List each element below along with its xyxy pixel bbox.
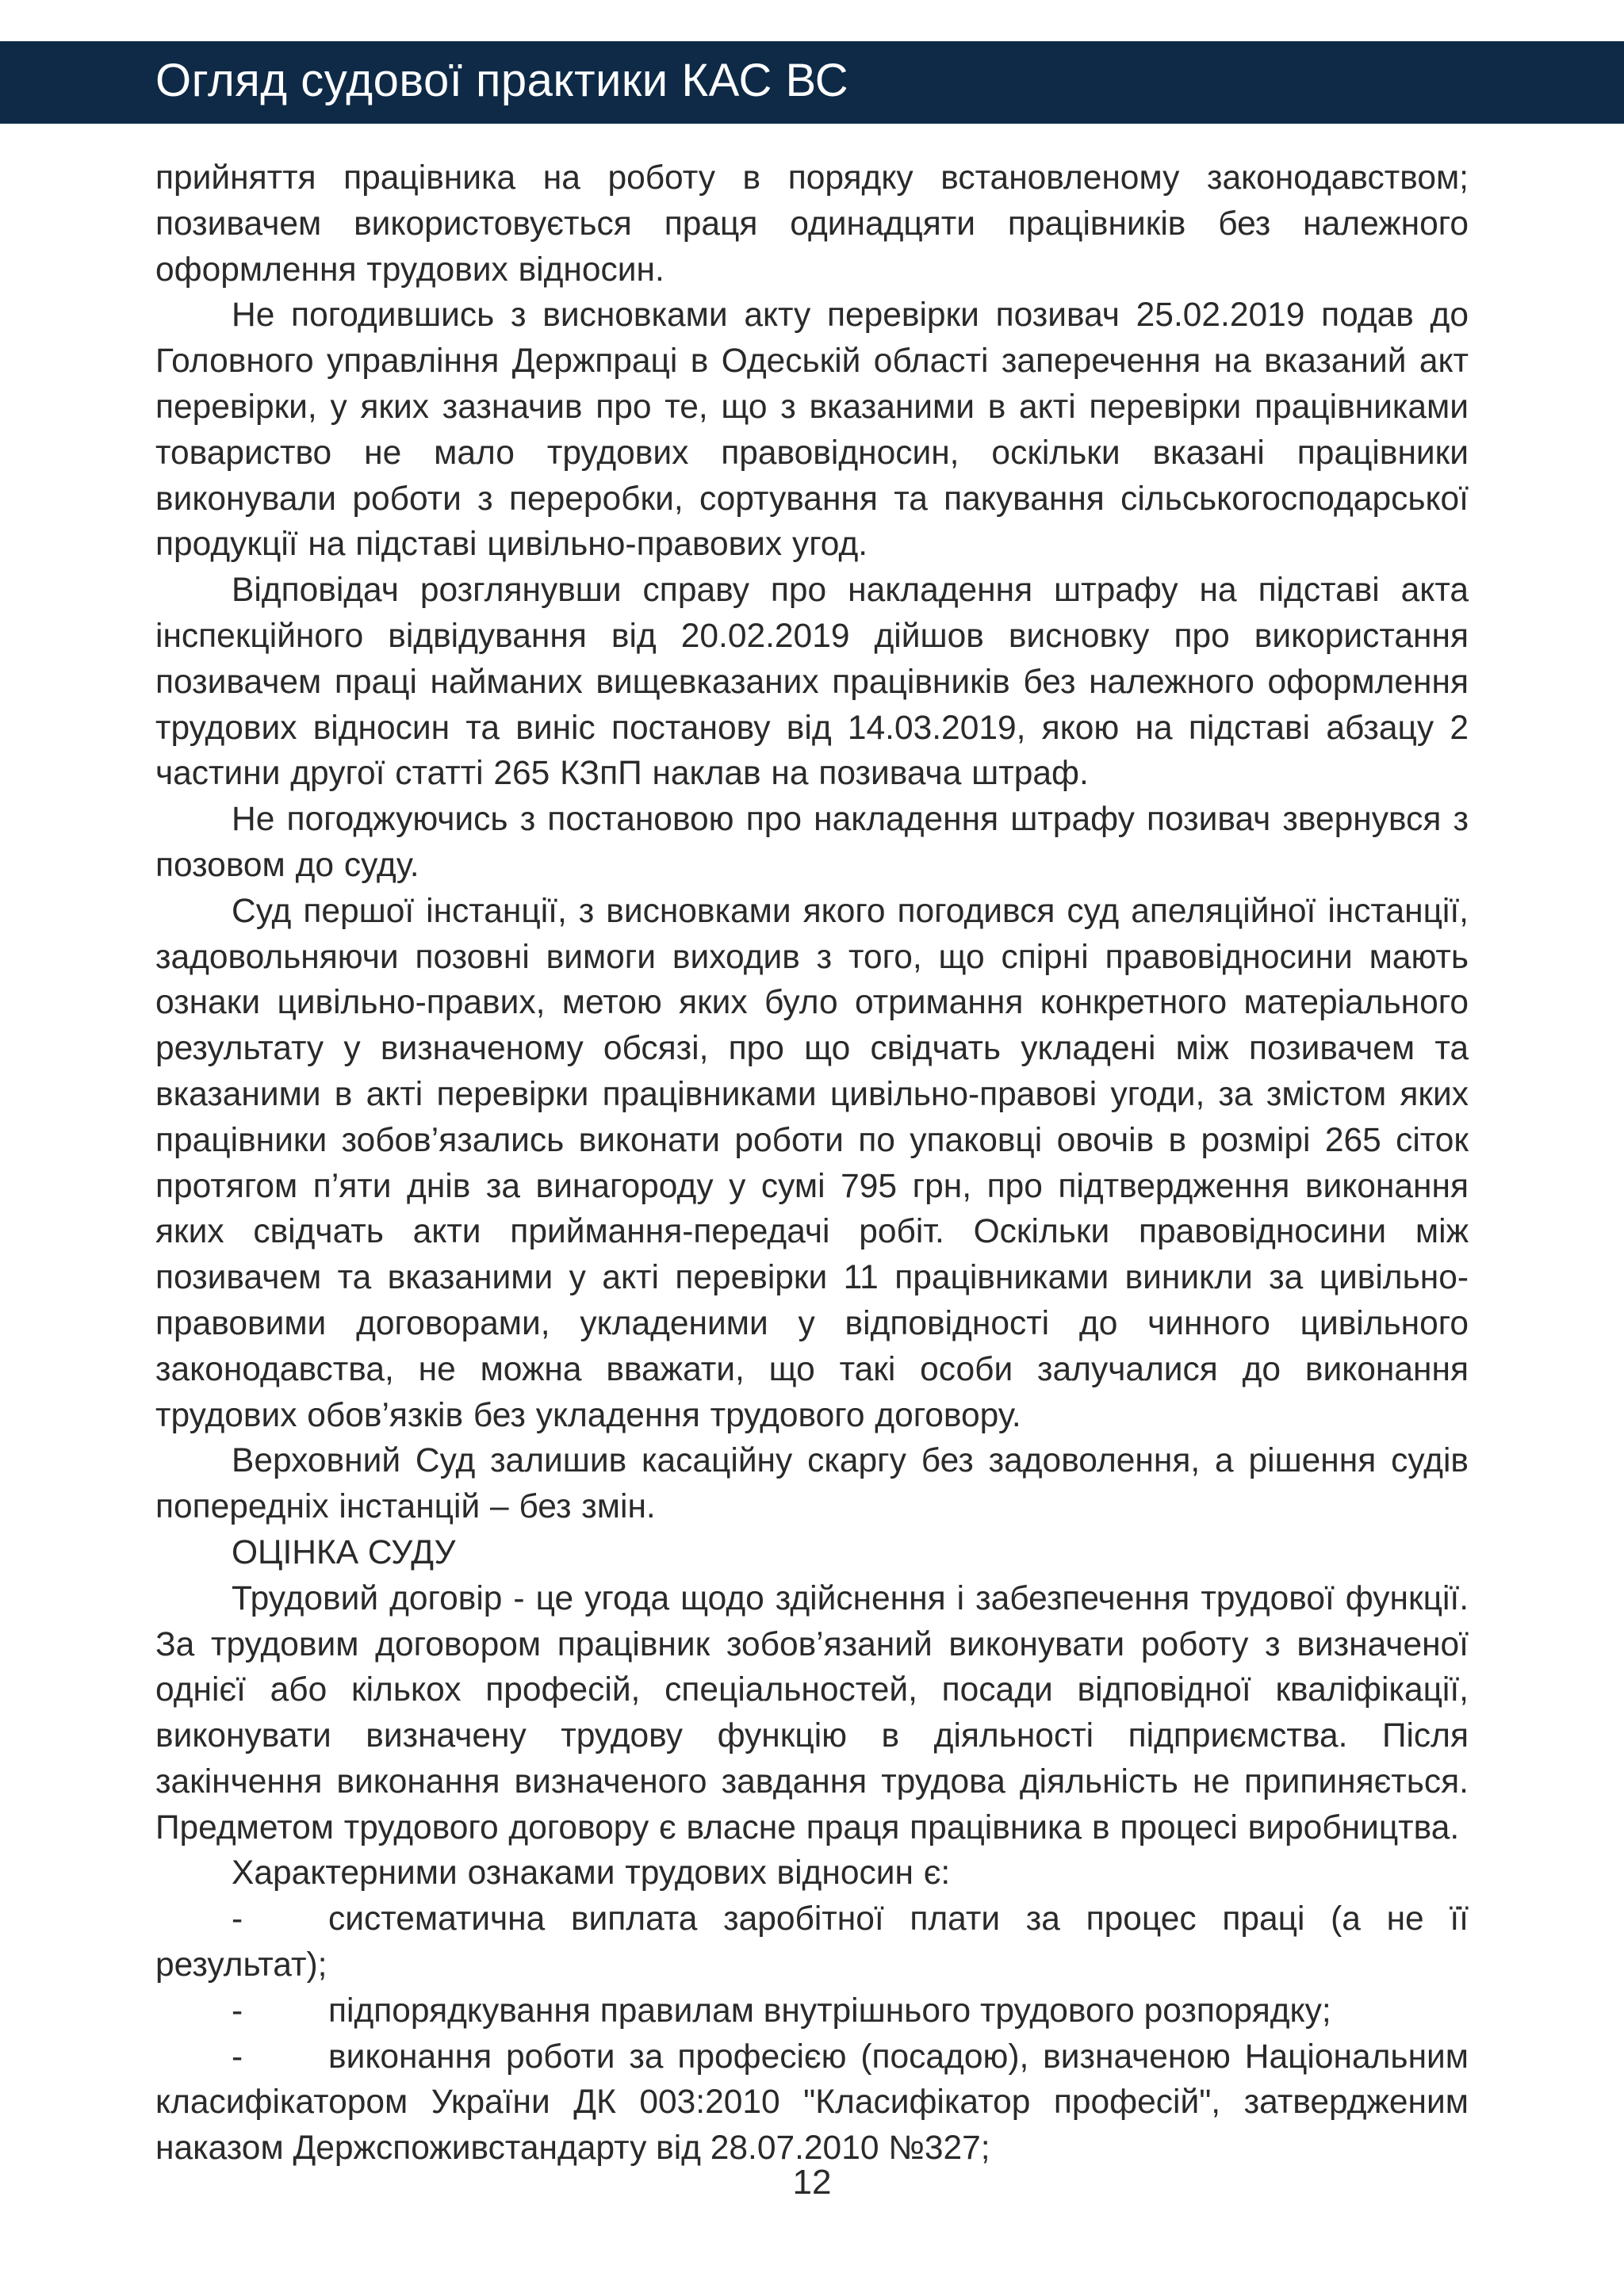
list-item	[155, 1988, 1469, 2034]
paragraph-labor-contract: Трудовий договір - це угода щодо здійснення і забезпечення трудової функції. За трудовим договором працівник зобов’язаний виконувати роботу з визначеної однієї або кількох професій, спеціальностей, посади відповідної кваліфікації, виконувати визначену трудову функцію в діяльності підприємства. Після закінчення виконання визначеного завдання трудова діяльність не припиняється. Предметом трудового договору є власне праця працівника в процесі виробництва.	[155, 1579, 1469, 1846]
paragraph-first-instance: Суд першої інстанції, з висновками якого погодився суд апеляційної інстанції, задовольняючи позовні вимоги виходив з того, що спірні правовідносини мають ознаки цивільно-правих, метою яких було отримання конкретного матеріального результату у визначеному обсязі, про що свідчать укладені між позивачем та вказаними в акті перевірки працівниками цивільно-правові угоди, за змістом яких працівники зобов’язались виконати роботи по упаковці овочів в розмірі 265 сіток протягом п’яти днів за винагороду у сумі 795 грн, про підтвердження виконання яких свідчать акти приймання-передачі робіт. Оскільки правовідносини між позивачем та вказаними у акті перевірки 11 працівниками виникли за цивільно-правовими договорами, укладеними у відповідності до чинного цивільного законодавства, не можна вважати, що такі особи залучалися до виконання трудових обов’язків без укладення трудового договору.	[155, 892, 1469, 1434]
paragraph-objection: Не погодившись з висновками акту перевірки позивач 25.02.2019 подав до Головного управління Держпраці в Одеській області заперечення на вказаний акт перевірки, у яких зазначив про те, що з вказаними в акті перевірки працівниками товариство не мало трудових правовідносин, оскільки вказані працівники виконували роботи з переробки, сортування та пакування сільськогосподарської продукції на підставі цивільно-правових угод.	[155, 297, 1469, 564]
paragraph-continuation: прийняття працівника на роботу в порядку встановленому законодавством; позивачем використовується праця одинадцяти працівників без належного оформлення трудових відносин.	[155, 159, 1469, 289]
page-header-title: Огляд судової практики КАС ВС	[155, 55, 849, 106]
list-item	[155, 1896, 1469, 1988]
paragraph-lawsuit: Не погоджуючись з постановою про накладення штрафу позивач звернувся з позовом до суду.	[155, 801, 1469, 884]
paragraph-respondent-decision: Відповідач розглянувши справу про накладення штрафу на підставі акта інспекційного відвідування від 20.02.2019 дійшов висновку про використання позивачем праці найманих вищевказаних працівників без належного оформлення трудових відносин та виніс постанову від 14.03.2019, якою на підставі абзацу 2 частини другої статті 265 КЗпП наклав на позивача штраф.	[155, 572, 1469, 793]
list-item-text: систематична виплата заробітної плати за процес праці (а не її результат);	[155, 1900, 1469, 1984]
list-item-text: виконання роботи за професією (посадою), визначеною Національним класифікатором України ДК 003:2010 "Класифікатор професій", затвердженим наказом Держспоживстандарту від 28.07.2010 №327;	[155, 2038, 1469, 2168]
paragraph-supreme-court: Верховний Суд залишив касаційну скаргу без задоволення, а рішення судів попередніх інстанцій – без змін.	[155, 1442, 1469, 1526]
bullet-dash: -	[232, 1900, 243, 1938]
list-item-text: підпорядкування правилам внутрішнього трудового розпорядку;	[328, 1992, 1331, 2030]
page-number: 12	[792, 2163, 832, 2202]
section-heading: ОЦІНКА СУДУ	[232, 1533, 456, 1571]
document-body	[155, 155, 1469, 2172]
list-item	[155, 2034, 1469, 2172]
paragraph-characteristics-intro: Характерними ознаками трудових відносин є:	[232, 1854, 951, 1892]
bullet-dash: -	[232, 2038, 243, 2076]
bullet-dash: -	[232, 1992, 243, 2030]
